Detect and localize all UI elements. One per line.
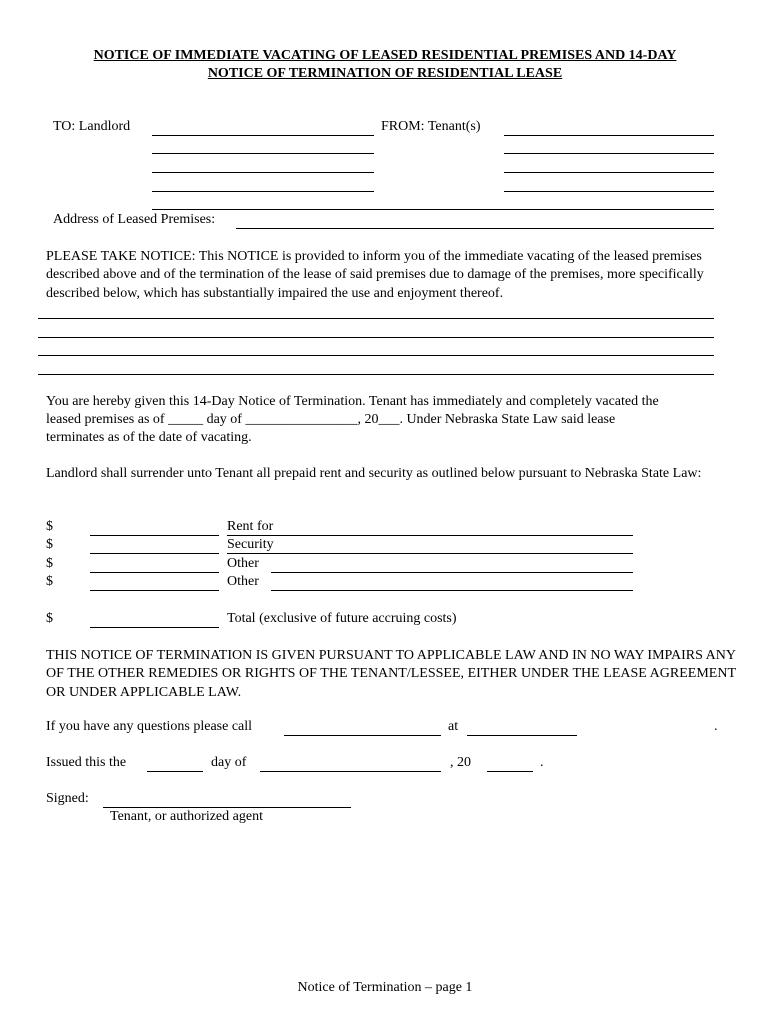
from-tenant-label: FROM: Tenant(s): [381, 119, 481, 134]
other-label-1: Other: [227, 556, 259, 571]
total-amount-field[interactable]: [90, 627, 219, 628]
notice-paragraph: PLEASE TAKE NOTICE: This NOTICE is provided to inform you of the immediate vacating of the leased premises described above and of the termination of the lease of said premises due to damage of the premises, more specifically described below, which has substantially impaired the use and enjoyment thereof.: [46, 249, 704, 301]
issued-year-prefix: , 20: [450, 755, 471, 770]
document-title-line2: NOTICE OF TERMINATION OF RESIDENTIAL LEASE: [207, 66, 563, 81]
termination-line-3: terminates as of the date of vacating.: [46, 430, 252, 445]
leased-premises-address-field[interactable]: [236, 228, 714, 229]
signature-field[interactable]: [103, 807, 351, 808]
address-line-top[interactable]: [152, 209, 714, 210]
issued-year-field[interactable]: [487, 771, 533, 772]
damage-description-line-1[interactable]: [38, 318, 714, 319]
landlord-name-field[interactable]: [152, 135, 374, 136]
contact-label: If you have any questions please call: [46, 719, 253, 734]
issued-label: Issued this the: [46, 755, 127, 770]
other-amount-field-2[interactable]: [90, 590, 219, 591]
dollar-sign: $: [46, 556, 53, 571]
termination-line-1: You are hereby given this 14-Day Notice of Termination. Tenant has immediately and completely vacated the: [46, 394, 659, 409]
address-label: Address of Leased Premises:: [53, 212, 216, 227]
other-label-2: Other: [227, 574, 259, 589]
signed-label: Signed:: [46, 791, 89, 806]
termination-line-2: leased premises as of _____ day of ________________, 20___. Under Nebraska State Law said lease: [46, 412, 616, 427]
damage-description-line-2[interactable]: [38, 337, 714, 338]
damage-description-line-4[interactable]: [38, 374, 714, 375]
contact-name-field[interactable]: [284, 735, 441, 736]
landlord-address-field-2[interactable]: [152, 172, 374, 173]
dollar-sign: $: [46, 574, 53, 589]
dollar-sign: $: [46, 519, 53, 534]
signature-caption: Tenant, or authorized agent: [110, 809, 263, 824]
issued-month-field[interactable]: [260, 771, 441, 772]
security-field[interactable]: [227, 553, 633, 554]
contact-phone-field[interactable]: [467, 735, 577, 736]
issued-day-field[interactable]: [147, 771, 203, 772]
tenant-address-field-1[interactable]: [504, 153, 714, 154]
security-amount-field[interactable]: [90, 553, 219, 554]
to-landlord-label: TO: Landlord: [53, 119, 131, 134]
security-label: Security: [227, 537, 274, 552]
other-description-field-1[interactable]: [271, 572, 633, 573]
other-description-field-2[interactable]: [271, 590, 633, 591]
tenant-address-field-2[interactable]: [504, 172, 714, 173]
other-amount-field-1[interactable]: [90, 572, 219, 573]
document-title-line1: NOTICE OF IMMEDIATE VACATING OF LEASED RESIDENTIAL PREMISES AND 14-DAY: [93, 48, 677, 63]
surrender-paragraph: Landlord shall surrender unto Tenant all prepaid rent and security as outlined below pursuant to Nebraska State Law:: [46, 466, 702, 481]
contact-period: .: [714, 719, 718, 734]
rent-for-field[interactable]: [227, 535, 633, 536]
tenant-address-field-3[interactable]: [504, 191, 714, 192]
landlord-address-field-1[interactable]: [152, 153, 374, 154]
legal-paragraph: THIS NOTICE OF TERMINATION IS GIVEN PURSUANT TO APPLICABLE LAW AND IN NO WAY IMPAIRS ANY OF THE OTHER REMEDIES OR RIGHTS OF THE TENANT/LESSEE, EITHER UNDER THE LEASE AGREEMENT OR UNDER APPLICABLE LAW.: [46, 648, 736, 700]
issued-day-of-label: day of: [211, 755, 247, 770]
dollar-sign: $: [46, 611, 53, 626]
issued-period: .: [540, 755, 544, 770]
rent-amount-field[interactable]: [90, 535, 219, 536]
damage-description-line-3[interactable]: [38, 355, 714, 356]
tenant-name-field[interactable]: [504, 135, 714, 136]
contact-at-label: at: [448, 719, 459, 734]
dollar-sign: $: [46, 537, 53, 552]
rent-for-label: Rent for: [227, 519, 274, 534]
page-footer: Notice of Termination – page 1: [297, 980, 473, 995]
total-label: Total (exclusive of future accruing costs): [227, 611, 457, 626]
landlord-address-field-3[interactable]: [152, 191, 374, 192]
